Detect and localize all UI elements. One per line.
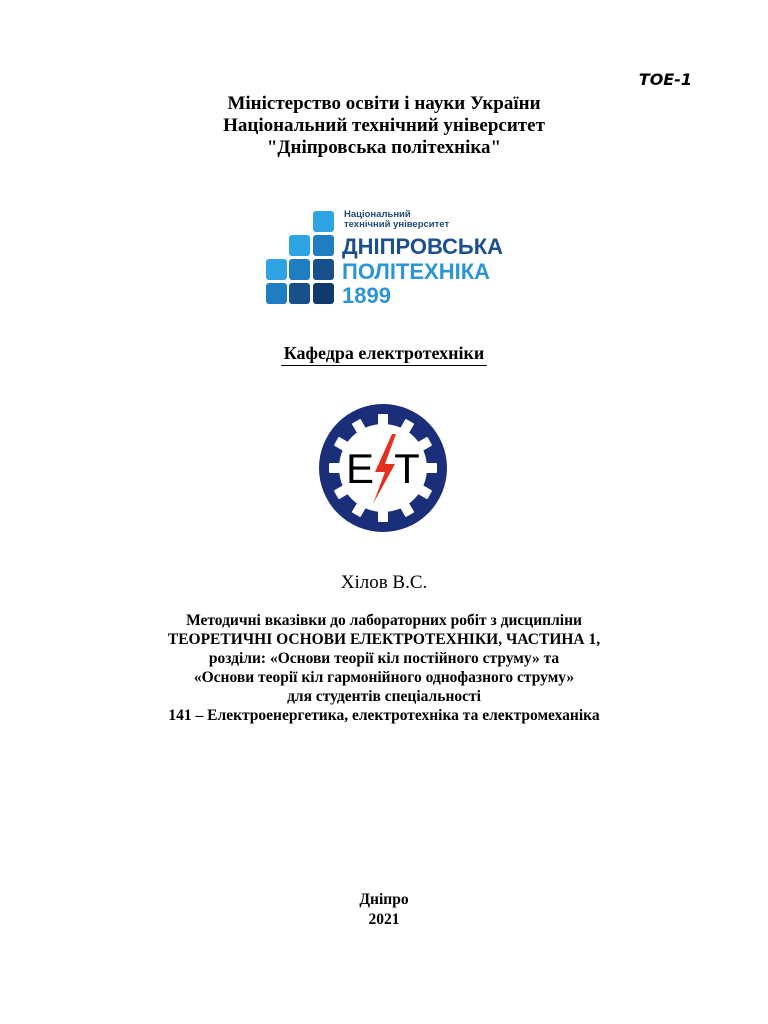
description-line: розділи: «Основи теорії кіл постійного струму» та (208, 650, 560, 667)
description-line: для студентів спеціальності (287, 688, 481, 705)
university-logo (265, 208, 505, 310)
description-line: Методичні вказівки до лабораторних робіт з дисципліни (186, 612, 582, 629)
university-logo-name-2: ПОЛІТЕХНІКА (342, 259, 491, 284)
university-logo-blocks-icon (265, 208, 343, 310)
publication-year: 2021 (368, 911, 400, 928)
description-line: ТЕОРЕТИЧНІ ОСНОВИ ЕЛЕКТРОТЕХНІКИ, ЧАСТИНА 1, (167, 631, 601, 648)
ministry-line: Міністерство освіти і науки України (227, 93, 541, 114)
university-line: Національний технічний університет (223, 115, 545, 136)
author-name: Хілов В.С. (340, 572, 428, 593)
description-line: «Основи теорії кіл гармонійного однофазного струму» (193, 669, 575, 686)
document-code: TOE-1 (638, 70, 692, 89)
department-gear-logo-icon (316, 404, 450, 532)
publication-city: Дніпро (359, 891, 409, 908)
description-line: 141 – Електроенергетика, електротехніка та електромеханіка (168, 707, 600, 724)
svg-text:E: E (345, 445, 375, 492)
document-description (0, 611, 768, 725)
university-logo-name-1: ДНІПРОВСЬКА (342, 234, 504, 259)
department-title: Кафедра електротехніки (0, 342, 768, 366)
svg-text:T: T (394, 445, 420, 492)
university-logo-year: 1899 (342, 283, 391, 308)
publication-footer (0, 890, 768, 930)
ministry-header (0, 93, 768, 159)
university-logo-caption: Національний технічний університет (344, 209, 450, 230)
university-name-line: "Дніпровська політехніка" (266, 137, 502, 158)
